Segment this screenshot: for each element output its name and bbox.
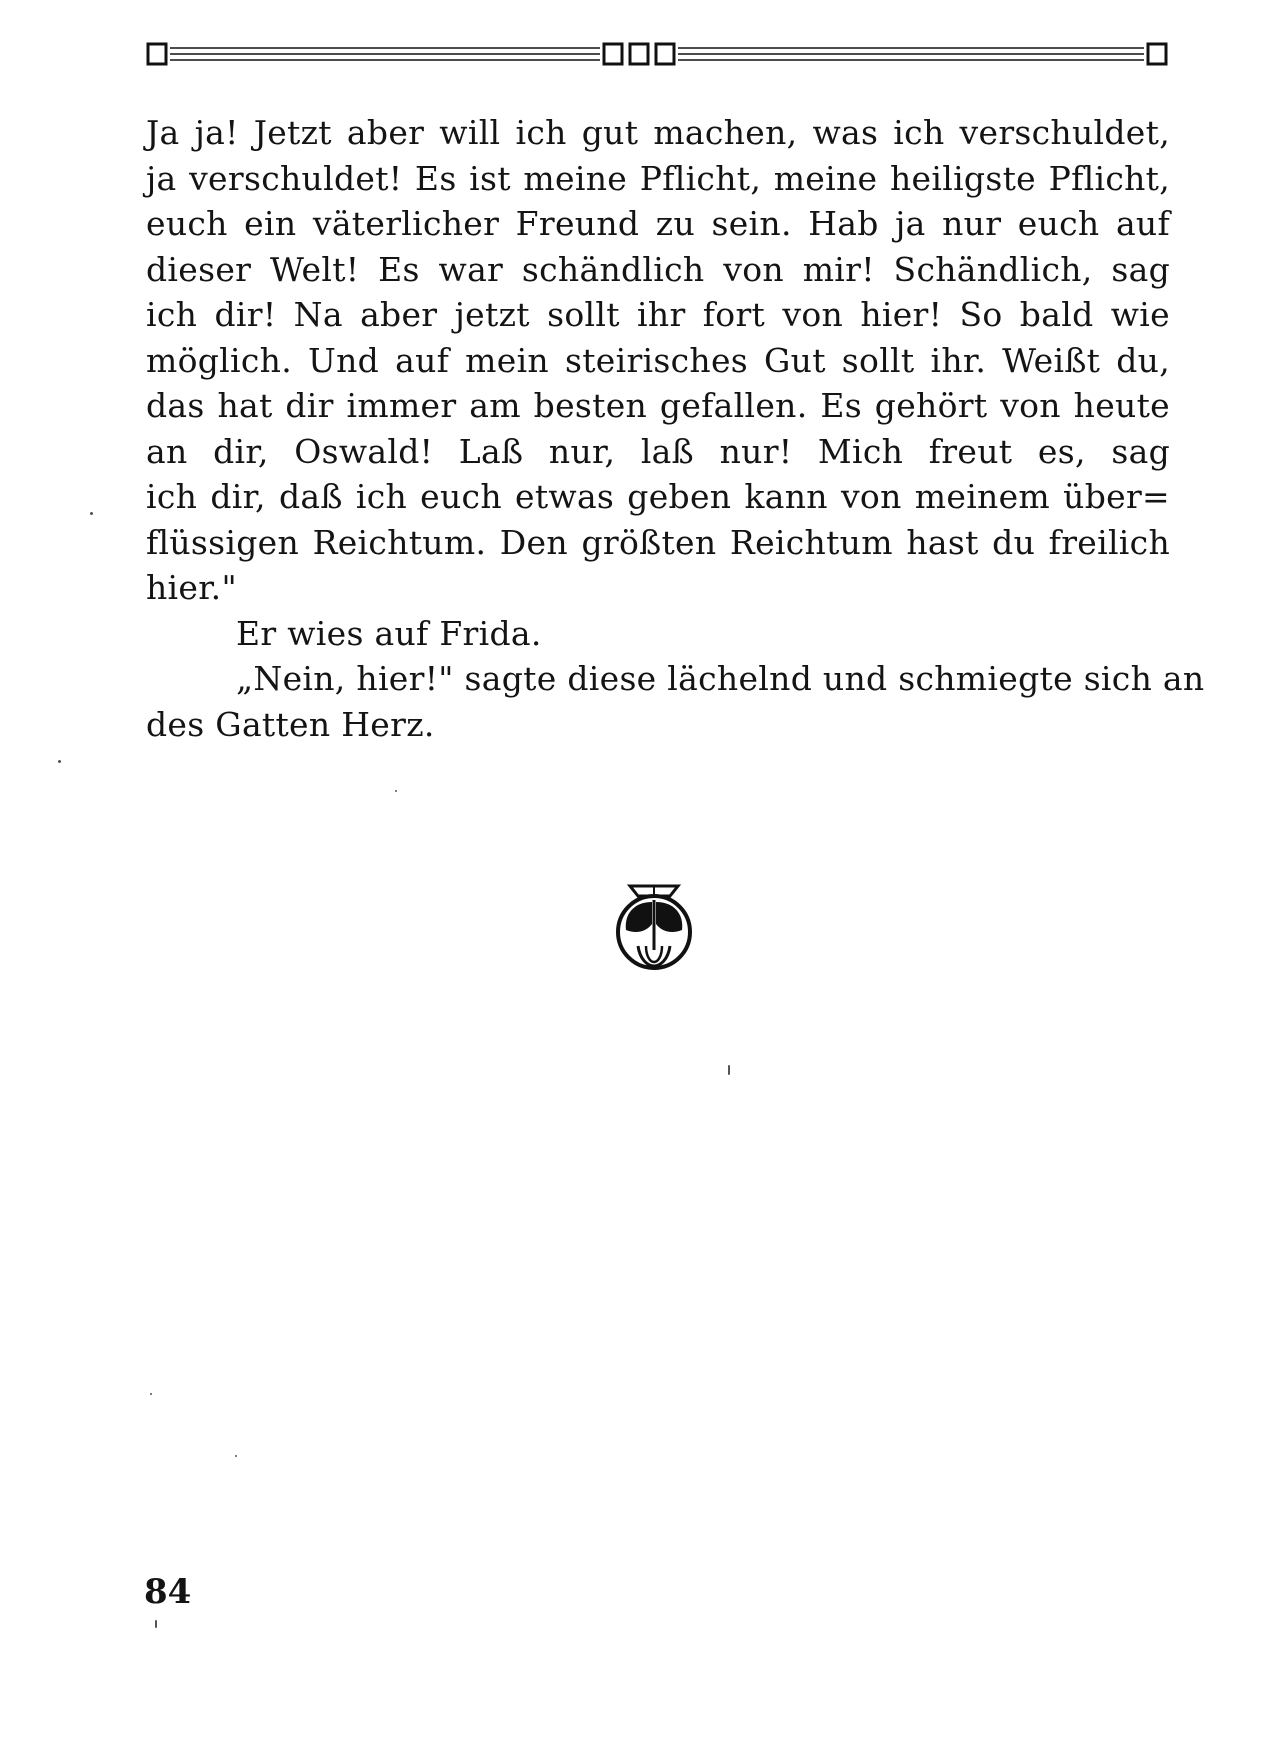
scan-speck (150, 1393, 152, 1395)
header-ornament-rule (146, 40, 1170, 70)
ornament-vignette-icon (612, 880, 696, 982)
scan-speck (728, 1065, 730, 1075)
paragraph-1 (146, 110, 1170, 611)
text-line: dieser Welt! Es war schändlich von mir! Schändlich, sag (146, 249, 1170, 289)
body-text (146, 110, 1205, 747)
scan-speck (58, 760, 61, 763)
text-line: euch ein väterlicher Freund zu sein. Hab ja nur euch auf (146, 204, 1170, 243)
text-line: an dir, Oswald! Laß nur, laß nur! Mich freut es, sag (146, 431, 1170, 471)
text-line: ja verschuldet! Es ist meine Pflicht, meine heiligste Pflicht, (146, 158, 1170, 198)
text-line: das hat dir immer am besten gefallen. Es gehört von heute (146, 386, 1170, 425)
ornament-square-center-2 (630, 44, 648, 64)
text-line: möglich. Und auf mein steirisches Gut sollt ihr. Weißt du, (146, 340, 1170, 380)
page-number: 84 (144, 1572, 192, 1612)
text-line: Er wies auf Frida. (236, 613, 542, 653)
ornament-square-center-3 (656, 44, 674, 64)
paragraph-2 (146, 611, 1170, 657)
text-line: flüssigen Reichtum. Den größten Reichtum hast du freilich (146, 522, 1170, 562)
scan-speck (395, 790, 397, 792)
scan-speck (155, 1620, 157, 1628)
text-line: ich dir! Na aber jetzt sollt ihr fort von hier! So bald wie (146, 295, 1170, 334)
text-line: des Gatten Herz. (146, 704, 435, 744)
text-line: hier." (146, 568, 237, 607)
ornament-square-right (1148, 44, 1166, 64)
scan-speck (90, 512, 93, 515)
text-line: „Nein, hier!" sagte diese lächelnd und schmiegte sich an (236, 659, 1205, 698)
ornament-square-center-1 (604, 44, 622, 64)
scan-speck (235, 1455, 237, 1457)
paragraph-3 (146, 656, 1205, 747)
ornament-square-left (148, 44, 166, 64)
text-line: ich dir, daß ich euch etwas geben kann von meinem über= (146, 477, 1170, 516)
text-line: Ja ja! Jetzt aber will ich gut machen, was ich verschuldet, (146, 113, 1170, 152)
